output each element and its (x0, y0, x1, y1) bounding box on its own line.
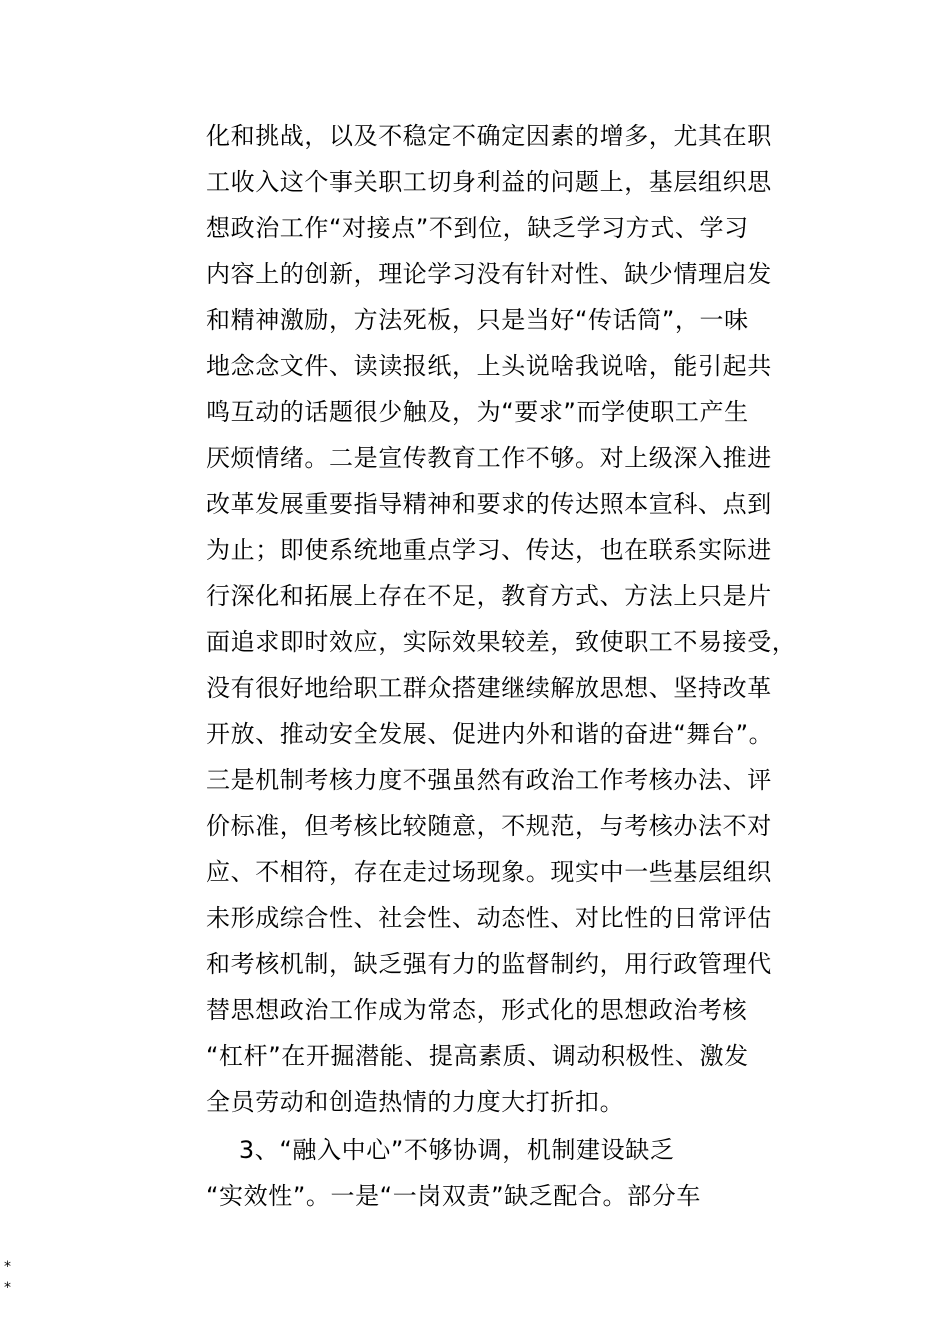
text-line: 开放、推动安全发展、促进内外和谐的奋进“舞台”。 (206, 720, 774, 748)
text-line: 厌烦情绪。二是宣传教育工作不够。对上级深入推进 (206, 444, 772, 472)
text-line: 和精神激励，方法死板，只是当好“传话筒”，一味 (206, 306, 749, 334)
text-line: 内容上的创新，理论学习没有针对性、缺少情理启发 (206, 260, 772, 288)
text-line: 为止；即使系统地重点学习、传达，也在联系实际进 (206, 536, 772, 564)
text-line: 价标准，但考核比较随意，不规范，与考核办法不对 (206, 812, 772, 840)
text-line: 改革发展重要指导精神和要求的传达照本宣科、点到 (206, 490, 772, 518)
text-line: 鸣互动的话题很少触及，为“要求”而学使职工产生 (206, 398, 749, 426)
text-line: 替思想政治工作成为常态，形式化的思想政治考核 (206, 996, 748, 1024)
text-line: 和考核机制，缺乏强有力的监督制约，用行政管理代 (206, 950, 772, 978)
section-heading-line: 3、“融入中心”不够协调，机制建设缺乏 (206, 1136, 675, 1164)
text-line: 行深化和拓展上存在不足，教育方式、方法上只是片 (206, 582, 772, 610)
text-line: 化和挑战，以及不稳定不确定因素的增多，尤其在职 (206, 122, 772, 150)
margin-mark: * (4, 1259, 11, 1275)
section-heading-line: “实效性”。一是“一岗双责”缺乏配合。部分车 (206, 1182, 701, 1210)
text-line: “杠杆”在开掘潜能、提高素质、调动积极性、激发 (206, 1042, 749, 1070)
text-line: 面追求即时效应，实际效果较差，致使职工不易接受， (206, 628, 797, 656)
text-line: 想政治工作“对接点”不到位，缺乏学习方式、学习 (206, 214, 749, 242)
text-line: 全员劳动和创造热情的力度大打折扣。 (206, 1088, 625, 1116)
text-line: 没有很好地给职工群众搭建继续解放思想、坚持改革 (206, 674, 772, 702)
text-line: 三是机制考核力度不强虽然有政治工作考核办法、评 (206, 766, 772, 794)
text-line: 工收入这个事关职工切身利益的问题上，基层组织思 (206, 168, 772, 196)
text-line: 应、不相符，存在走过场现象。现实中一些基层组织 (206, 858, 772, 886)
text-line: 地念念文件、读读报纸，上头说啥我说啥，能引起共 (206, 352, 772, 380)
text-line: 未形成综合性、社会性、动态性、对比性的日常评估 (206, 904, 772, 932)
margin-mark: * (4, 1280, 11, 1296)
